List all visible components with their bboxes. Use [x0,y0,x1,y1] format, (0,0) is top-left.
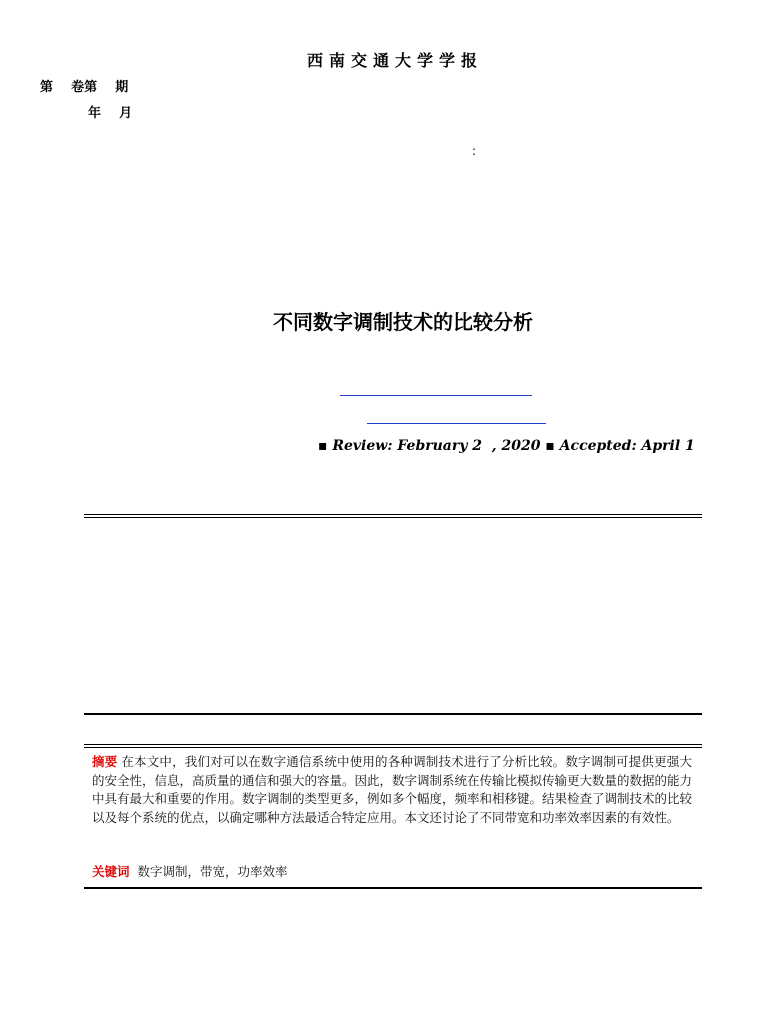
abstract-text: 在本文中，我们对可以在数字通信系统中使用的各种调制技术进行了分析比较。数字调制可提供更强大的安全性，信息，高质量的通信和强大的容量。因此，数字调制系统在传输比模拟传输更大数量的数据的能力中具有最大和重要的作用。数字调制的类型更多，例如多个幅度，频率和相移键。结果检查了调制技术的比较以及每个系统的优点，以确定哪种方法最适合特定应用。本文还讨论了不同带宽和功率效率因素的有效性。 [92,754,693,825]
paper-title: 不同数字调制技术的比较分析 [273,310,533,334]
keywords-block [92,862,692,880]
divider-abstract-top [84,744,702,748]
author-link-underline-2[interactable] [367,423,546,424]
year-month-line: 年 月 [88,106,133,121]
colon-mark: : [472,144,477,158]
author-link-underline-1[interactable] [340,395,532,396]
divider-top-double [84,514,702,518]
divider-middle [84,713,702,715]
keywords-text: 数字调制，带宽，功率效率 [137,864,288,879]
keywords-label: 关键词 [92,864,130,879]
volume-issue-line: 第 卷第 期 [40,80,129,95]
abstract-label: 摘要 [92,754,118,769]
review-accepted-dates: ▪ Review: February 2 , 2020 ▪ Accepted: April 1 [318,438,695,454]
journal-title: 西南交通大学学报 [306,51,483,70]
abstract-block [92,753,692,827]
divider-bottom [84,887,702,889]
